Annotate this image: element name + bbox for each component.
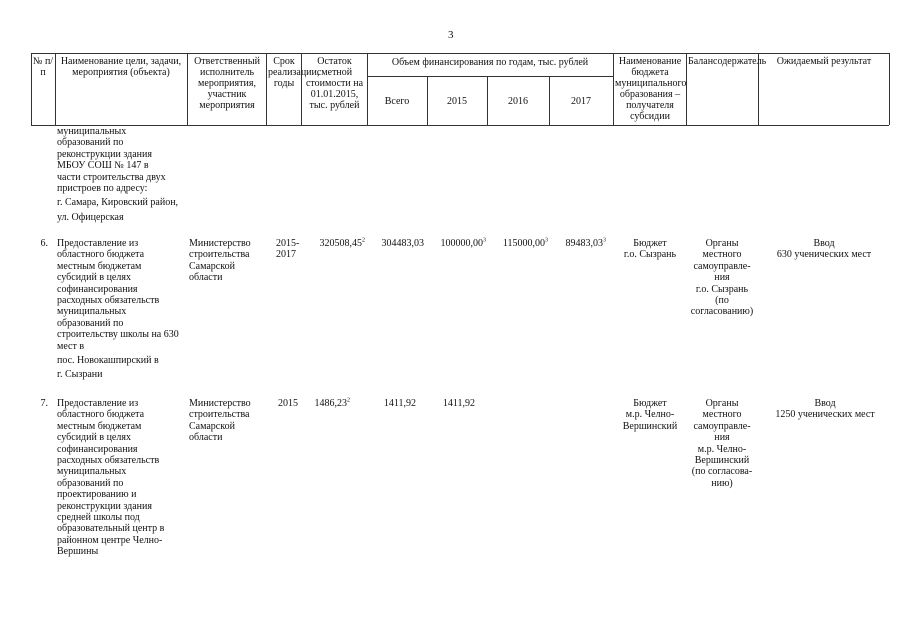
continuation-line: части строительства двух — [57, 171, 166, 183]
header-2017: 2017 — [571, 96, 591, 107]
continuation-text — [57, 126, 192, 223]
row-executor: Министерство строительства Самарской области — [189, 398, 251, 444]
row-result: Ввод 630 ученических мест — [776, 238, 872, 261]
header-term: Срок реализации, годы — [268, 56, 320, 89]
continuation-line: ул. Офицерская — [57, 211, 124, 223]
header-2015: 2015 — [447, 96, 467, 107]
header-2016: 2016 — [508, 96, 528, 107]
row-name: Предоставление из областного бюджета местным бюджетам субсидий в целях софинансирования расходных обязательств муниципальных образований по проектированию и реконструкции здания средней школы под образовательный центр в районном центре Челно- Вершины — [57, 398, 165, 558]
header-num: № п/п — [32, 56, 54, 78]
row-number: 6. — [40, 238, 48, 249]
continuation-line: МБОУ СОШ № 147 в — [57, 160, 149, 172]
header-holder: Балансодержатель — [688, 56, 767, 67]
row-budget: Бюджет г.о. Сызрань — [623, 238, 677, 261]
row-executor: Министерство строительства Самарской области — [189, 238, 251, 284]
header-result: Ожидаемый результат — [776, 56, 872, 67]
row-name: Предоставление из областного бюджета местным бюджетам субсидий в целях софинансирования расходных обязательств муниципальных образований по строительству школы на 630 мест в пос. Новокашпирский в г. Сызрани — [57, 238, 179, 381]
continuation-line: муниципальных — [57, 126, 127, 137]
row-holder: Органы местного самоуправле- ния м.р. Челно- Вершинский (по согласова- нию) — [691, 398, 753, 489]
header-name: Наименование цели, задачи, мероприятия (объекта) — [60, 56, 182, 78]
header-funding: Объем финансирования по годам, тыс. рублей — [391, 57, 589, 68]
continuation-line: пристроев по адресу: — [57, 183, 148, 195]
row-number: 7. — [40, 398, 48, 409]
row-term: 2015- 2017 — [276, 238, 300, 261]
row-2016: 115000,00$^3$ — [502, 237, 548, 249]
header-executor: Ответственный исполнитель мероприятия, участник мероприятия — [194, 56, 260, 111]
row-holder: Органы местного самоуправле- ния г.о. Сызрань (по согласованию) — [690, 238, 754, 318]
row-total: 1411,92 — [383, 398, 416, 409]
row-total: 304483,03 — [381, 238, 424, 249]
row-2015: 1411,92 — [442, 398, 475, 409]
row-2015: 100000,00$^3$ — [440, 237, 486, 249]
continuation-line: реконструкции здания — [57, 148, 152, 160]
header-total: Всего — [384, 96, 410, 107]
row-remainder: 320508,45$^2$ — [319, 237, 365, 249]
row-remainder: 1486,23$^2$ — [314, 397, 350, 409]
header-budget: Наименование бюджета муниципального образования – получателя субсидии — [615, 56, 687, 122]
header-remainder: Остаток сметной стоимости на 01.01.2015, тыс. рублей — [305, 56, 364, 111]
row-result: Ввод 1250 ученических мест — [775, 398, 875, 421]
row-budget: Бюджет м.р. Челно- Вершинский — [622, 398, 678, 432]
continuation-line: образований по — [57, 137, 124, 149]
continuation-line: г. Самара, Кировский район, — [57, 197, 179, 209]
page-number: 3 — [448, 29, 454, 41]
row-term: 2015 — [278, 398, 298, 409]
row-2017: 89483,03$^3$ — [565, 237, 606, 249]
